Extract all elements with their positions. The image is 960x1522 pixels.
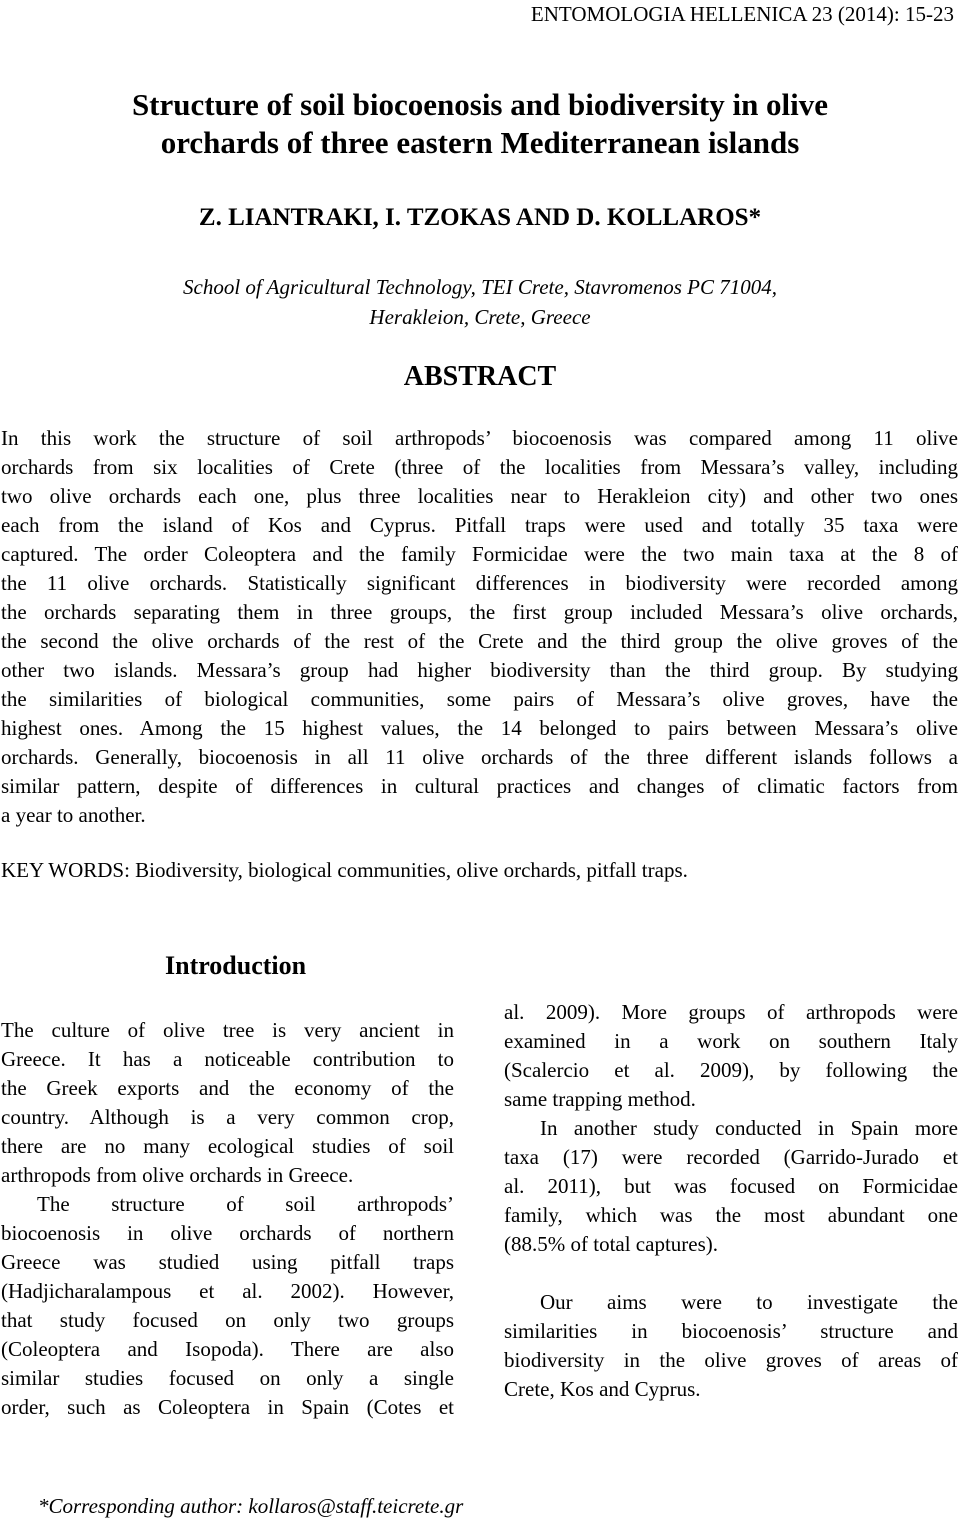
- column-line: that study focused on only two groups: [1, 1308, 454, 1332]
- title-line: Structure of soil biocoenosis and biodiversity in olive: [131, 87, 829, 122]
- column-line: there are no many ecological studies of soil: [1, 1134, 454, 1158]
- abstract-line: the orchards separating them in three groups, the first group included Messara’s olive orchards,: [1, 600, 958, 624]
- running-head: ENTOMOLOGIA HELLENICA 23 (2014): 15-23: [530, 2, 954, 26]
- abstract-line: similar pattern, despite of differences in cultural practices and changes of climatic factors from: [1, 774, 958, 798]
- column-line: taxa (17) were recorded (Garrido-Jurado et: [504, 1145, 958, 1169]
- column-line: The structure of soil arthropods’: [37, 1192, 454, 1216]
- column-line: In another study conducted in Spain more: [540, 1116, 958, 1140]
- column-line: al. 2011), but was focused on Formicidae: [504, 1174, 958, 1198]
- column-line: the Greek exports and the economy of the: [1, 1076, 454, 1100]
- abstract-line: orchards. Generally, biocoenosis in all 11 olive orchards of the three different islands follows a: [1, 745, 958, 769]
- paragraph-gap: [504, 1259, 958, 1288]
- column-line: order, such as Coleoptera in Spain (Cotes et: [1, 1395, 454, 1419]
- keywords: KEY WORDS: Biodiversity, biological communities, olive orchards, pitfall traps.: [1, 858, 688, 882]
- column-line: al. 2009). More groups of arthropods were: [504, 1000, 958, 1024]
- abstract-line: In this work the structure of soil arthropods’ biocoenosis was compared among 11 olive: [1, 426, 958, 450]
- abstract-line: the 11 olive orchards. Statistically significant differences in biodiversity were recorded among: [1, 571, 958, 595]
- column-line: same trapping method.: [504, 1087, 696, 1111]
- affiliation-line: School of Agricultural Technology, TEI Crete, Stavromenos PC 71004,: [183, 275, 777, 299]
- column-line: (Scalercio et al. 2009), by following the: [504, 1058, 958, 1082]
- column-line: similarities in biocoenosis’ structure and: [504, 1319, 958, 1343]
- column-line: The culture of olive tree is very ancient in: [1, 1018, 454, 1042]
- column-line: Greece. It has a noticeable contribution to: [1, 1047, 454, 1071]
- abstract-line: captured. The order Coleoptera and the family Formicidae were the two main taxa at the 8 of: [1, 542, 958, 566]
- paper-title: [0, 86, 960, 162]
- abstract-line: a year to another.: [1, 803, 146, 827]
- column-line: biodiversity in the olive groves of areas of: [504, 1348, 958, 1372]
- section-heading-introduction: Introduction: [165, 951, 307, 980]
- column-line: family, which was the most abundant one: [504, 1203, 958, 1227]
- column-line: Greece was studied using pitfall traps: [1, 1250, 454, 1274]
- column-line: biocoenosis in olive orchards of northern: [1, 1221, 454, 1245]
- abstract-line: other two islands. Messara’s group had higher biodiversity than the third group. By studying: [1, 658, 958, 682]
- column-line: (Coleoptera and Isopoda). There are also: [1, 1337, 454, 1361]
- author-list: Z. LIANTRAKI, I. TZOKAS AND D. KOLLAROS*: [198, 204, 762, 231]
- corresponding-author-footnote: *Corresponding author: kollaros@staff.teicrete.gr: [38, 1494, 464, 1518]
- abstract-line: the second the olive orchards of the rest of the Crete and the third group the olive groves of the: [1, 629, 958, 653]
- column-line: arthropods from olive orchards in Greece.: [1, 1163, 354, 1187]
- abstract-heading: ABSTRACT: [403, 361, 557, 392]
- column-line: Crete, Kos and Cyprus.: [504, 1377, 701, 1401]
- abstract-body: [1, 424, 958, 830]
- title-line: orchards of three eastern Mediterranean islands: [160, 125, 800, 160]
- abstract-line: highest ones. Among the 15 highest values, the 14 belonged to pairs between Messara’s olive: [1, 716, 958, 740]
- right-column: [504, 998, 958, 1404]
- column-line: (88.5% of total captures).: [504, 1232, 719, 1256]
- abstract-line: orchards from six localities of Crete (three of the localities from Messara’s valley, including: [1, 455, 958, 479]
- column-line: similar studies focused on only a single: [1, 1366, 454, 1390]
- abstract-line: the similarities of biological communities, some pairs of Messara’s olive groves, have the: [1, 687, 958, 711]
- column-line: examined in a work on southern Italy: [504, 1029, 958, 1053]
- left-column: [1, 1016, 454, 1422]
- affiliation-line: Herakleion, Crete, Greece: [369, 305, 591, 329]
- affiliation: [0, 272, 960, 332]
- column-line: country. Although is a very common crop,: [1, 1105, 454, 1129]
- abstract-line: two olive orchards each one, plus three localities near to Herakleion city) and other two ones: [1, 484, 958, 508]
- column-line: (Hadjicharalampous et al. 2002). However,: [1, 1279, 454, 1303]
- column-line: Our aims were to investigate the: [540, 1290, 958, 1314]
- abstract-line: each from the island of Kos and Cyprus. Pitfall traps were used and totally 35 taxa were: [1, 513, 958, 537]
